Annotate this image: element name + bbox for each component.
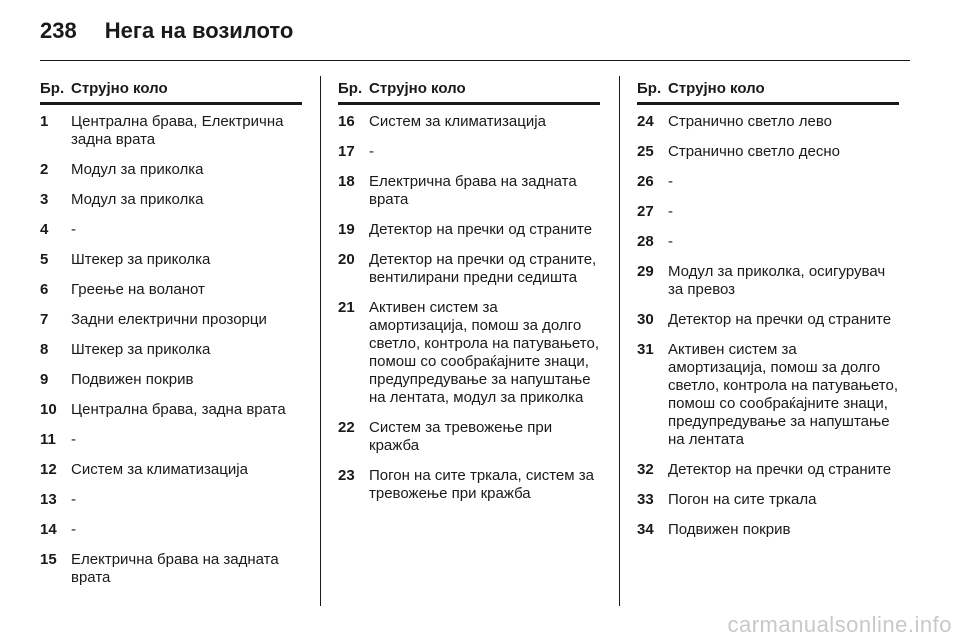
table-row [40,161,302,179]
fuse-number: 3 [40,191,49,208]
table-row [338,299,600,407]
fuse-number: 22 [338,419,355,436]
table-row [637,143,899,161]
table-row [40,431,302,449]
circuit-description: Погон на сите тркала [668,491,817,508]
circuit-description: Систем за климатизација [369,113,546,130]
table-row [40,521,302,539]
fuse-number: 20 [338,251,355,268]
table-row [637,173,899,191]
table-row [40,461,302,479]
fuse-number: 27 [637,203,654,220]
column-header-number: Бр. [40,80,65,97]
fuse-number: 28 [637,233,654,250]
circuit-description: - [71,491,76,508]
table-row [40,401,302,419]
fuse-number: 18 [338,173,355,190]
table-row [637,263,899,299]
circuit-description: Штекер за приколка [71,251,211,268]
column-header-number: Бр. [338,80,363,97]
watermark: carmanualsonline.info [727,612,952,637]
circuit-description: Погон на сите тркала, систем за тревожење при кражба [369,467,594,502]
fuse-number: 21 [338,299,355,316]
circuit-description: Детектор на пречки од страните, вентилирани предни седишта [369,251,597,286]
circuit-description: Подвижен покрив [668,521,791,538]
circuit-description: Модул за приколка [71,161,204,178]
table-row [338,143,600,161]
fuse-table-column-3 [637,80,899,551]
fuse-number: 15 [40,551,57,568]
circuit-description: Детектор на пречки од страните [369,221,593,238]
fuse-number: 17 [338,143,355,160]
fuse-table-column-2 [338,80,600,515]
column-header-number: Бр. [637,80,662,97]
fuse-table-column-1 [40,80,302,599]
fuse-number: 16 [338,113,355,130]
table-row [637,233,899,251]
table-row [637,113,899,131]
table-row [637,203,899,221]
fuse-number: 32 [637,461,654,478]
column-divider-2 [619,76,620,606]
column-header-label: Струјно коло [369,80,466,97]
circuit-description: Активен систем за амортизација, помош за долго светло, контрола на патувањето, помош со сообраќајните знаци, предупредување за напуштање на лентата [668,341,898,448]
fuse-number: 30 [637,311,654,328]
circuit-description: Модул за приколка, осигурувач за превоз [668,263,886,298]
circuit-description: Електрична брава на задната врата [369,173,577,208]
circuit-description: Штекер за приколка [71,341,211,358]
circuit-description: Задни електрични прозорци [71,311,267,328]
table-row [338,221,600,239]
fuse-number: 24 [637,113,654,130]
circuit-description: Подвижен покрив [71,371,194,388]
fuse-number: 23 [338,467,355,484]
fuse-number: 8 [40,341,49,358]
table-row [637,311,899,329]
circuit-description: Детектор на пречки од страните [668,461,892,478]
page-number: 238 [40,18,77,43]
circuit-description: - [668,203,673,220]
fuse-number: 31 [637,341,654,358]
fuse-number: 1 [40,113,49,130]
column-header-label: Струјно коло [71,80,168,97]
fuse-number: 6 [40,281,49,298]
circuit-description: - [71,431,76,448]
table-row [40,551,302,587]
circuit-description: Греење на воланот [71,281,205,298]
fuse-number: 34 [637,521,654,538]
fuse-number: 19 [338,221,355,238]
circuit-description: Активен систем за амортизација, помош за долго светло, контрола на патувањето, помош со сообраќајните знаци, предупредување за напуштање на лентата, модул за приколка [369,299,599,406]
fuse-number: 2 [40,161,49,178]
fuse-number: 9 [40,371,49,388]
table-row [40,341,302,359]
table-row [637,521,899,539]
fuse-number: 4 [40,221,49,238]
circuit-description: Модул за приколка [71,191,204,208]
circuit-description: - [71,521,76,538]
circuit-description: Централна брава, задна врата [71,401,286,418]
fuse-number: 12 [40,461,57,478]
column-header [637,80,899,105]
fuse-number: 13 [40,491,57,508]
table-row [338,419,600,455]
table-row [40,251,302,269]
table-row [40,191,302,209]
table-row [40,281,302,299]
fuse-number: 7 [40,311,49,328]
column-divider-1 [320,76,321,606]
table-row [338,467,600,503]
fuse-number: 25 [637,143,654,160]
fuse-number: 11 [40,431,56,448]
table-row [40,491,302,509]
table-row [338,251,600,287]
column-header-label: Струјно коло [668,80,765,97]
table-row [637,491,899,509]
page-title: Нега на возилото [104,18,294,43]
table-row [40,371,302,389]
circuit-description: Систем за тревожење при кражба [369,419,553,454]
fuse-number: 29 [637,263,654,280]
fuse-number: 10 [40,401,57,418]
fuse-number: 14 [40,521,57,538]
circuit-description: Странично светло десно [668,143,840,160]
column-header [40,80,302,105]
circuit-description: Систем за климатизација [71,461,248,478]
table-row [637,461,899,479]
fuse-number: 5 [40,251,49,268]
fuse-number: 33 [637,491,654,508]
table-row [338,173,600,209]
table-row [40,113,302,149]
table-row [338,113,600,131]
circuit-description: Странично светло лево [668,113,833,130]
table-row [637,341,899,449]
table-row [40,221,302,239]
fuse-number: 26 [637,173,654,190]
page-header [40,18,293,48]
circuit-description: - [668,173,673,190]
circuit-description: - [71,221,76,238]
circuit-description: Електрична брава на задната врата [71,551,279,586]
header-divider [40,60,910,61]
circuit-description: Детектор на пречки од страните [668,311,892,328]
circuit-description: - [668,233,673,250]
column-header [338,80,600,105]
table-row [40,311,302,329]
circuit-description: Централна брава, Електрична задна врата [71,113,284,148]
circuit-description: - [369,143,374,160]
